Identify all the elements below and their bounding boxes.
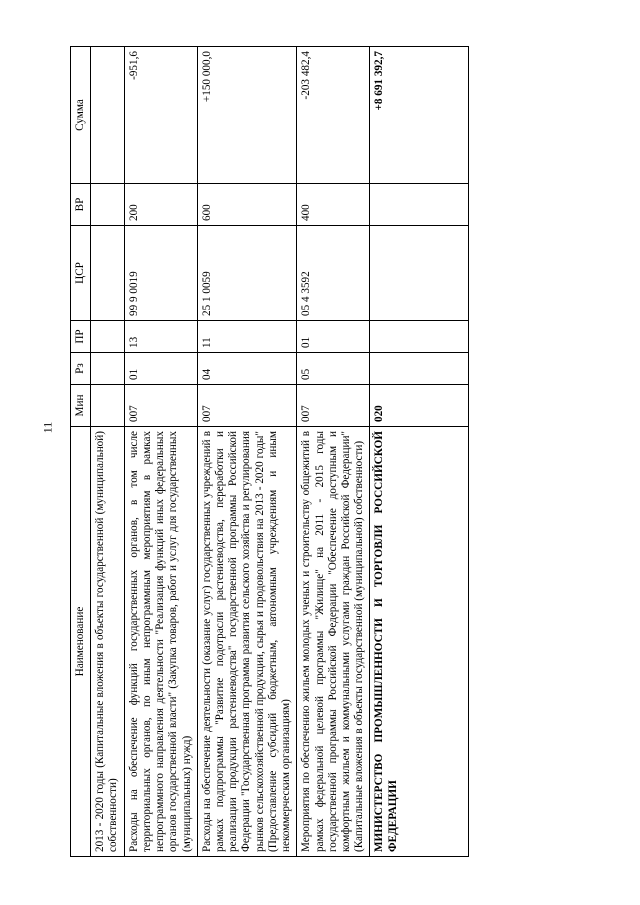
cell-min: 020 bbox=[370, 385, 469, 427]
column-header-pr: ПР bbox=[71, 321, 91, 353]
column-header-name: Наименование bbox=[71, 427, 91, 857]
cell-name: МИНИСТЕРСТВО ПРОМЫШЛЕННОСТИ И ТОРГОВЛИ РОССИЙСКОЙ ФЕДЕРАЦИИ bbox=[370, 427, 469, 857]
column-header-min: Мин bbox=[71, 385, 91, 427]
cell-vr: 600 bbox=[197, 184, 297, 226]
cell-name: 2013 - 2020 годы (Капитальные вложения в объекты государственной (муниципальной) собственности) bbox=[91, 427, 124, 857]
cell-rz bbox=[370, 353, 469, 385]
cell-sum bbox=[91, 47, 124, 184]
cell-sum: -951,6 bbox=[124, 47, 197, 184]
cell-rz: 01 bbox=[124, 353, 197, 385]
table-header-row bbox=[71, 47, 91, 857]
cell-vr bbox=[370, 184, 469, 226]
cell-name: Мероприятия по обеспечению жильем молодых ученых и строительству общежитий в рамках федеральной целевой программы "Жилище" на 2011 - 2015 годы государственной программы Российской Федерации "Обеспечение доступным и комфортным жильем и коммунальными услугами граждан Российской Федерации" (Капитальные вложения в объекты государственной (муниципальной) собственности) bbox=[297, 427, 370, 857]
budget-table bbox=[70, 46, 469, 857]
table-row bbox=[91, 47, 124, 857]
cell-name: Расходы на обеспечение функций государственных органов, в том числе территориальных органов, по иным непрограммным мероприятиям в рамках непрограммного направления деятельности "Реализация функций иных федеральных органов государственной власти" (Закупка товаров, работ и услуг для государственных (муниципальных) нужд) bbox=[124, 427, 197, 857]
table-body bbox=[91, 47, 469, 857]
cell-pr: 13 bbox=[124, 321, 197, 353]
column-header-sum: Сумма bbox=[71, 47, 91, 184]
cell-name: Расходы на обеспечение деятельности (оказание услуг) государственных учреждений в рамках подпрограммы "Развитие подотрасли растениеводства, переработки и реализации продукции растениеводства" государственной программы Российской Федерации "Государственная программа развития сельского хозяйства и регулирования рынков сельскохозяйственной продукции, сырья и продовольствия на 2013 - 2020 годы" (Предоставление субсидий бюджетным, автономным учреждениям и иным некоммерческим организациям) bbox=[197, 427, 297, 857]
page-number: 11 bbox=[40, 421, 55, 434]
rotated-content bbox=[70, 47, 570, 857]
cell-sum: +150 000,0 bbox=[197, 47, 297, 184]
cell-rz: 05 bbox=[297, 353, 370, 385]
cell-min: 007 bbox=[197, 385, 297, 427]
table-row bbox=[124, 47, 197, 857]
column-header-vr: ВР bbox=[71, 184, 91, 226]
cell-pr: 11 bbox=[197, 321, 297, 353]
cell-min bbox=[91, 385, 124, 427]
cell-vr bbox=[91, 184, 124, 226]
column-header-csr: ЦСР bbox=[71, 226, 91, 321]
cell-sum: -203 482,4 bbox=[297, 47, 370, 184]
cell-csr bbox=[370, 226, 469, 321]
cell-min: 007 bbox=[297, 385, 370, 427]
table-row bbox=[197, 47, 297, 857]
cell-pr: 01 bbox=[297, 321, 370, 353]
cell-vr: 400 bbox=[297, 184, 370, 226]
cell-sum: +8 691 392,7 bbox=[370, 47, 469, 184]
cell-rz bbox=[91, 353, 124, 385]
cell-rz: 04 bbox=[197, 353, 297, 385]
cell-csr: 25 1 0059 bbox=[197, 226, 297, 321]
table-row bbox=[370, 47, 469, 857]
cell-pr bbox=[370, 321, 469, 353]
table-row bbox=[297, 47, 370, 857]
cell-vr: 200 bbox=[124, 184, 197, 226]
cell-csr: 05 4 3592 bbox=[297, 226, 370, 321]
cell-pr bbox=[91, 321, 124, 353]
cell-min: 007 bbox=[124, 385, 197, 427]
cell-csr: 99 9 0019 bbox=[124, 226, 197, 321]
cell-csr bbox=[91, 226, 124, 321]
column-header-rz: Рз bbox=[71, 353, 91, 385]
